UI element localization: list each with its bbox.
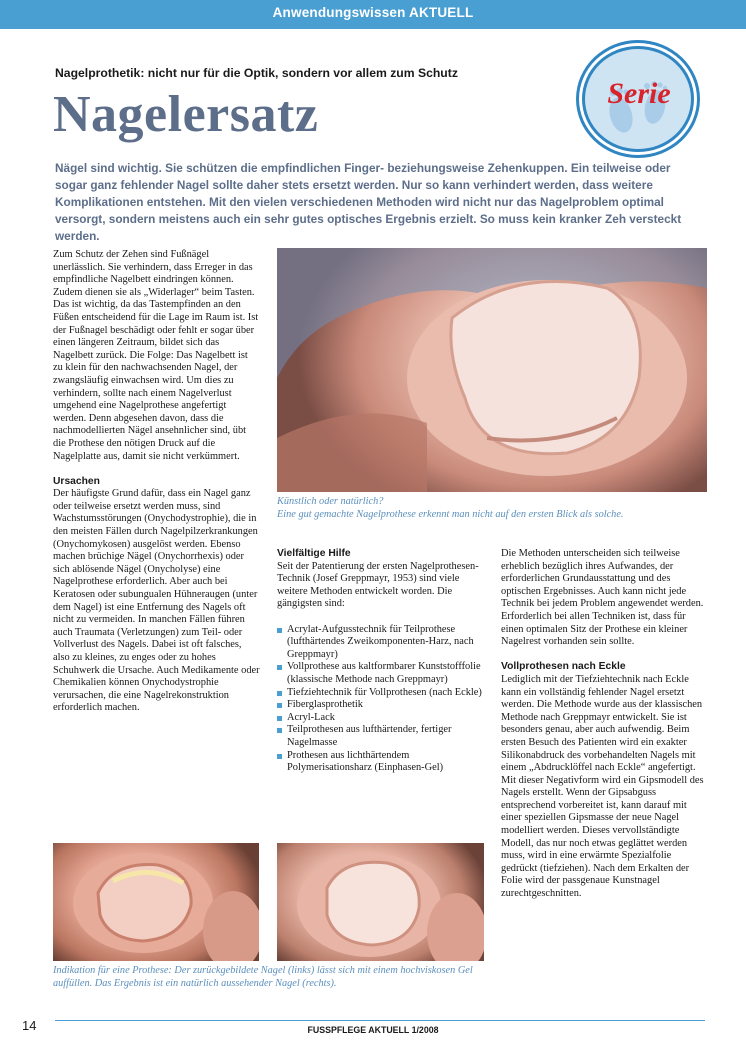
causes-heading: Ursachen — [53, 475, 100, 487]
eckle-text: Lediglich mit der Tiefziehtechnik nach Eckle kann ein vollständig fehlender Nagel ersetzt werden. Die Methode wurde aus der klassischen Methode nach Greppmayr entwickelt. Sie ist besonders genau, aber auch aufwendig. Beim ersten Besuch des Patienten wird ein exakter Silikonabdruck des vorbehandelten Nagels mit einem „Abdrucklöffel nach Eckle“ angefertigt. Mit dieser Negativform wird ein Gipsmodell des Nagels erstellt. Wenn der Gipsabguss entsprechend vorbereitet ist, kann darauf mit einer speziellen Gipsmasse der neue Nagel modelliert werden. Dieses vervollständigte Modell, das nur noch etwas geglättet werden muss, wird in eine erwärmte Spezialfolie gedrückt (tiefziehen). Nach dem Erkalten der Folie wird der passgenaue Kunstnagel zurechtgeschnitten. — [501, 673, 704, 900]
series-badge — [582, 46, 694, 152]
headline: Nagelersatz — [53, 86, 319, 143]
toe-after-illustration — [277, 843, 484, 961]
toe-illustration — [277, 248, 707, 492]
footer-divider — [55, 1020, 705, 1021]
help-text: Seit der Patentierung der ersten Nagelprothesen-Technik (Josef Greppmayr, 1953) sind viele weitere Methoden entwickelt worden. Die gängigsten sind: — [277, 560, 479, 610]
methods-paragraph: Die Methoden unterscheiden sich teilweise erheblich bezüglich ihres Aufwandes, der erforderlichen Grundausstattung und des optischen Ergebnisses. Auch kann nicht jede Technik bei jedem Problem angewendet werden. Erforderlich bei allen Techniken ist, dass für einen optimalen Sitz der Prothese ein kleiner Nagelrest vorhanden sein sollte. — [501, 548, 704, 648]
list-item: Prothesen aus lichthärtendem Polymerisationsharz (Einphasen-Gel) — [277, 750, 484, 775]
list-item: Teilprothesen aus lufthärtender, fertiger Nagelmasse — [277, 724, 484, 749]
list-item: Tiefziehtechnik für Vollprothesen (nach Eckle) — [277, 687, 484, 700]
caption-main-photo: Künstlich oder natürlich? Eine gut gemachte Nagelprothese erkennt man nicht auf den ersten Blick als solche. — [277, 496, 624, 520]
section-title: Anwendungswissen AKTUELL — [272, 5, 474, 20]
toe-before-illustration — [53, 843, 259, 961]
list-item: Vollprothese aus kaltformbarer Kunststofffolie (klassische Methode nach Greppmayr) — [277, 661, 484, 686]
help-heading: Vielfältige Hilfe — [277, 548, 351, 559]
photo-nail-before — [53, 843, 259, 961]
causes-section — [53, 476, 260, 715]
intro-paragraph: Zum Schutz der Zehen sind Fußnägel unerlässlich. Sie verhindern, dass Erreger in das empfindliche Nagelbett eindringen können. Zudem dienen sie als „Widerlager“ beim Tasten. Das ist wichtig, da das Tastempfinden an den Füßen entscheidend für die Lage im Raum ist. Ist der Fußnagel beschädigt oder fehlt er sogar über einen längeren Zeitraum, bildet sich das Nagelbett zurück. Die Folge: Das Nagelbett ist zu klein für den nachwachsenden Nagel, der zwangsläufig einwachsen wird. Um dies zu verhindern, sollte nach einem Nagelverlust umgehend eine Nagelprothese angefertigt werden. Denn abgesehen davon, dass die nachmodellierten Nägel ansehnlicher sind, übt die Prothese den nötigen Druck auf die Nagelplatte aus, damit sie nicht verkümmert. — [53, 249, 259, 462]
photo-nail-after — [277, 843, 484, 961]
kicker: Nagelprothetik: nicht nur für die Optik, sondern vor allem zum Schutz — [55, 66, 458, 80]
badge-label: Serie — [607, 77, 671, 110]
list-item: Fiberglasprothetik — [277, 699, 484, 712]
list-item: Acryl-Lack — [277, 712, 484, 725]
methods-list — [277, 624, 484, 775]
list-item: Acrylat-Aufgusstechnik für Teilprothese (lufthärtendes Zweikomponenten-Harz, nach Greppmayr) — [277, 624, 484, 662]
column-2 — [277, 548, 484, 775]
eckle-heading: Vollprothesen nach Eckle — [501, 661, 626, 673]
column-3 — [501, 548, 708, 913]
lead-paragraph: Nägel sind wichtig. Sie schützen die empfindlichen Finger- beziehungsweise Zehenkuppen. Ein teilweise oder sogar ganz fehlender Nagel sollte daher stets ersetzt werden. Nur so kann verhindert werden, dass weitere Komplikationen entstehen. Mit den vielen verschiedenen Methoden wird nicht nur das Nagelproblem optimal versorgt, sondern meistens auch ein sehr gutes optisches Ergebnis erzielt. So muss kein kranker Zeh versteckt werden. — [55, 161, 682, 243]
column-1 — [53, 249, 260, 728]
caption-bottom-photos: Indikation für eine Prothese: Der zurückgebildete Nagel (links) lässt sich mit einem hochviskosen Gel auffüllen. Das Ergebnis ist ein natürlich aussehender Nagel (rechts). — [53, 965, 473, 989]
page-number: 14 — [22, 1018, 37, 1033]
top-banner — [0, 0, 746, 29]
causes-text: Der häufigste Grund dafür, dass ein Nagel ganz oder teilweise ersetzt werden muss, sind Wachstumsstörungen (Onychodystrophie), die in den meisten Fällen durch Nagelpilzerkrankungen (Onychomykosen) ausgelöst werden. Ebenso machen brüchige Nägel (Onychorrhexis) oder sich ablösende Nägel (Onycholyse) eine Nagelprothese erforderlich. Aber auch bei Keratosen oder subungualen Hühneraugen (unter dem Nagel) ist eine Entfernung des Nagels oft nicht zu vermeiden. In manchen Fällen führen auch Traumata (Verletzungen) zum Teil- oder Vollverlust des Nagels. Dabei ist oft falsches, also zu kleines, zu enges oder zu hohes Schuhwerk die Ursache. Auch Medikamente oder Chemikalien können Onychodystrophie verursachen, die eine Nagelrekonstruktion erforderlich machen. — [53, 488, 260, 714]
footer-publication: FUSSPFLEGE AKTUELL 1/2008 — [307, 1025, 439, 1035]
photo-artificial-nail — [277, 248, 707, 492]
